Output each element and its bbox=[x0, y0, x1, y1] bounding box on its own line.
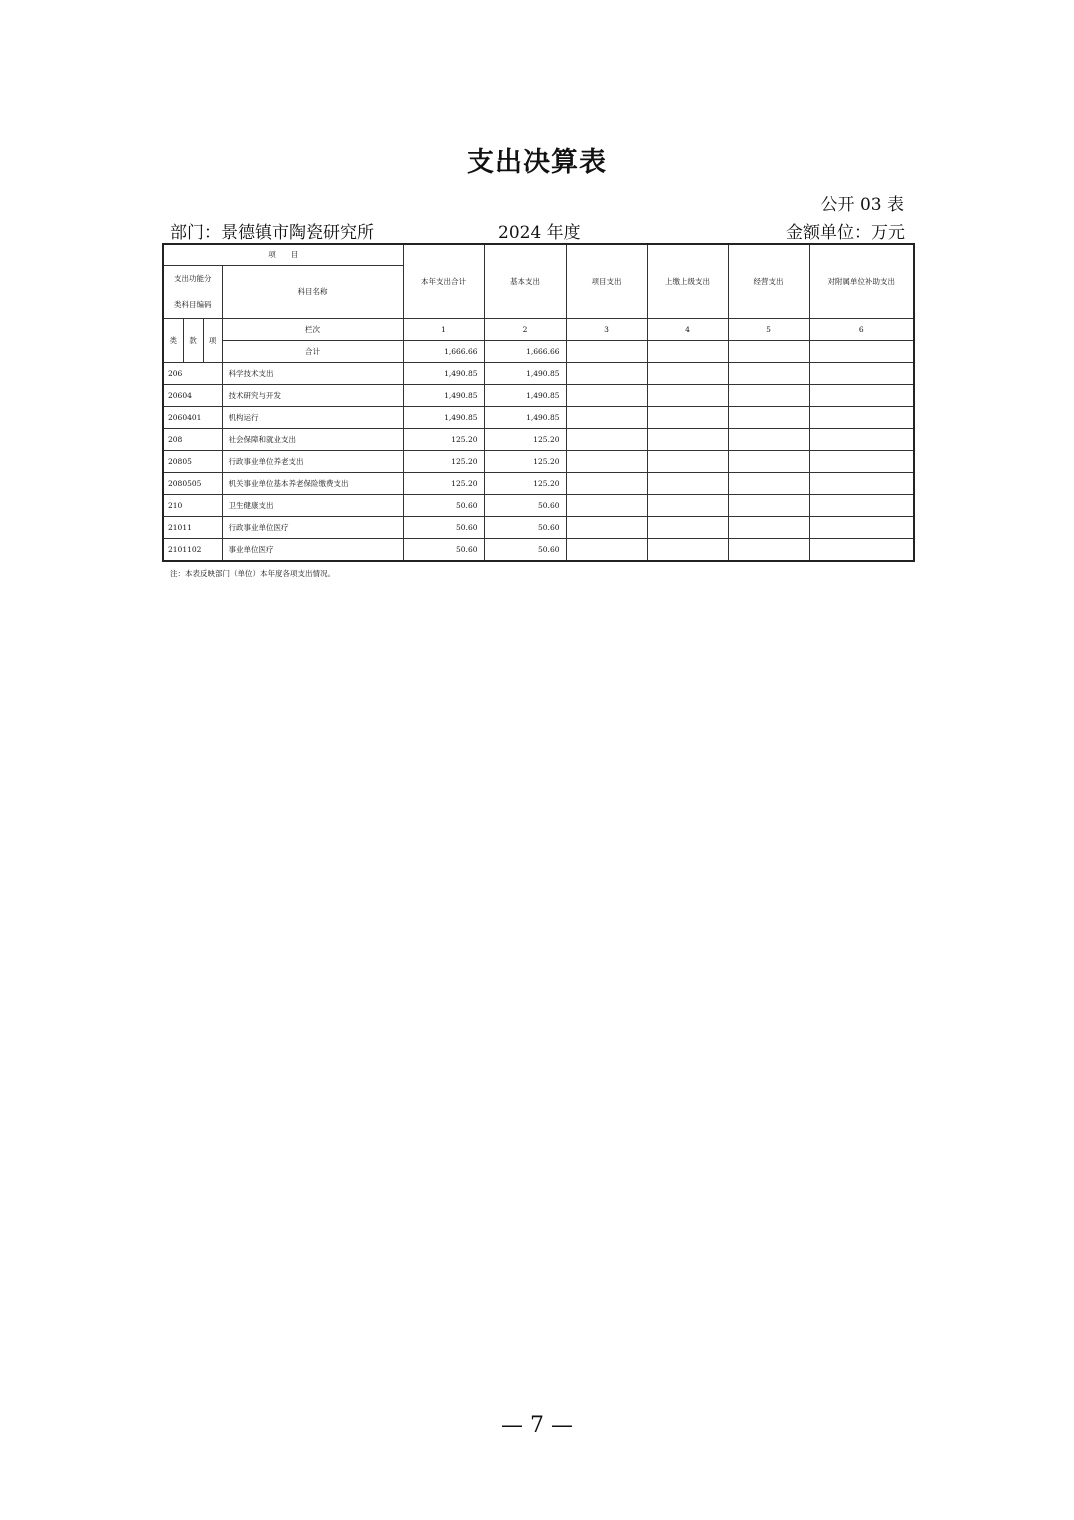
row-value-5 bbox=[728, 428, 809, 450]
row-code: 2060401 bbox=[163, 406, 222, 428]
row-value-6 bbox=[809, 384, 914, 406]
row-value-3 bbox=[566, 538, 647, 561]
row-code: 210 bbox=[163, 494, 222, 516]
row-value-1: 50.60 bbox=[403, 494, 484, 516]
header-col-2: 基本支出 bbox=[484, 244, 566, 318]
row-value-4 bbox=[647, 538, 728, 561]
row-value-3 bbox=[566, 428, 647, 450]
row-value-6 bbox=[809, 428, 914, 450]
expenditure-table bbox=[162, 243, 915, 562]
header-kuan: 款 bbox=[183, 318, 203, 362]
row-value-1: 1,490.85 bbox=[403, 362, 484, 384]
row-code: 2101102 bbox=[163, 538, 222, 561]
table-row bbox=[163, 406, 914, 428]
row-name: 机构运行 bbox=[222, 406, 403, 428]
page-number: — 7 — bbox=[501, 1413, 573, 1438]
total-value-4 bbox=[647, 340, 728, 362]
header-code-label bbox=[163, 265, 222, 318]
table-note: 注：本表反映部门（单位）本年度各项支出情况。 bbox=[170, 569, 335, 578]
row-value-1: 1,490.85 bbox=[403, 406, 484, 428]
row-value-3 bbox=[566, 406, 647, 428]
row-value-5 bbox=[728, 406, 809, 428]
row-name: 事业单位医疗 bbox=[222, 538, 403, 561]
row-value-2: 125.20 bbox=[484, 472, 566, 494]
fiscal-year: 2024 年度 bbox=[498, 223, 581, 243]
row-value-6 bbox=[809, 472, 914, 494]
total-label: 合计 bbox=[222, 340, 403, 362]
row-value-3 bbox=[566, 472, 647, 494]
table-row bbox=[163, 494, 914, 516]
row-value-5 bbox=[728, 516, 809, 538]
header-item: 项 目 bbox=[163, 244, 403, 265]
table-row bbox=[163, 384, 914, 406]
row-value-2: 1,490.85 bbox=[484, 384, 566, 406]
row-value-3 bbox=[566, 384, 647, 406]
amount-unit: 金额单位：万元 bbox=[786, 223, 905, 243]
table-number: 公开 03 表 bbox=[820, 195, 904, 215]
table-row bbox=[163, 362, 914, 384]
header-col-4: 上缴上级支出 bbox=[647, 244, 728, 318]
header-code-label-line1: 支出功能分 bbox=[174, 273, 212, 283]
row-value-3 bbox=[566, 494, 647, 516]
total-row bbox=[163, 340, 914, 362]
row-value-3 bbox=[566, 362, 647, 384]
row-code: 2080505 bbox=[163, 472, 222, 494]
row-value-6 bbox=[809, 494, 914, 516]
row-name: 行政事业单位医疗 bbox=[222, 516, 403, 538]
row-code: 20805 bbox=[163, 450, 222, 472]
column-num-4: 4 bbox=[647, 318, 728, 340]
column-num-6: 6 bbox=[809, 318, 914, 340]
row-value-4 bbox=[647, 494, 728, 516]
row-value-4 bbox=[647, 516, 728, 538]
row-name: 科学技术支出 bbox=[222, 362, 403, 384]
row-value-5 bbox=[728, 472, 809, 494]
row-value-1: 1,490.85 bbox=[403, 384, 484, 406]
table-row bbox=[163, 538, 914, 561]
row-code: 20604 bbox=[163, 384, 222, 406]
row-value-2: 125.20 bbox=[484, 428, 566, 450]
total-value-1: 1,666.66 bbox=[403, 340, 484, 362]
header-name-label: 科目名称 bbox=[222, 265, 403, 318]
header-col-5: 经营支出 bbox=[728, 244, 809, 318]
header-col-6: 对附属单位补助支出 bbox=[809, 244, 914, 318]
row-value-3 bbox=[566, 516, 647, 538]
row-value-5 bbox=[728, 384, 809, 406]
data-rows bbox=[163, 362, 914, 561]
row-value-6 bbox=[809, 406, 914, 428]
row-code: 208 bbox=[163, 428, 222, 450]
column-num-3: 3 bbox=[566, 318, 647, 340]
total-value-3 bbox=[566, 340, 647, 362]
row-value-1: 50.60 bbox=[403, 516, 484, 538]
row-value-6 bbox=[809, 538, 914, 561]
header-lei: 类 bbox=[163, 318, 183, 362]
total-value-2: 1,666.66 bbox=[484, 340, 566, 362]
row-code: 206 bbox=[163, 362, 222, 384]
header-column-label: 栏次 bbox=[222, 318, 403, 340]
row-value-5 bbox=[728, 450, 809, 472]
row-value-2: 50.60 bbox=[484, 538, 566, 561]
row-value-2: 50.60 bbox=[484, 516, 566, 538]
column-num-5: 5 bbox=[728, 318, 809, 340]
row-value-5 bbox=[728, 494, 809, 516]
table-row bbox=[163, 472, 914, 494]
row-value-6 bbox=[809, 450, 914, 472]
row-value-1: 125.20 bbox=[403, 472, 484, 494]
row-value-3 bbox=[566, 450, 647, 472]
department-label: 部门：景德镇市陶瓷研究所 bbox=[170, 223, 374, 243]
row-value-4 bbox=[647, 450, 728, 472]
row-value-6 bbox=[809, 362, 914, 384]
row-name: 机关事业单位基本养老保险缴费支出 bbox=[222, 472, 403, 494]
row-value-1: 125.20 bbox=[403, 450, 484, 472]
row-name: 社会保障和就业支出 bbox=[222, 428, 403, 450]
row-code: 21011 bbox=[163, 516, 222, 538]
table-row bbox=[163, 450, 914, 472]
meta-row bbox=[170, 218, 905, 242]
row-value-4 bbox=[647, 362, 728, 384]
header-col-1: 本年支出合计 bbox=[403, 244, 484, 318]
column-num-2: 2 bbox=[484, 318, 566, 340]
row-value-4 bbox=[647, 406, 728, 428]
column-num-1: 1 bbox=[403, 318, 484, 340]
row-value-2: 125.20 bbox=[484, 450, 566, 472]
page-title: 支出决算表 bbox=[467, 147, 607, 178]
header-xiang: 项 bbox=[203, 318, 222, 362]
row-value-5 bbox=[728, 538, 809, 561]
row-value-2: 1,490.85 bbox=[484, 362, 566, 384]
row-name: 技术研究与开发 bbox=[222, 384, 403, 406]
row-name: 卫生健康支出 bbox=[222, 494, 403, 516]
header-col-3: 项目支出 bbox=[566, 244, 647, 318]
row-name: 行政事业单位养老支出 bbox=[222, 450, 403, 472]
row-value-2: 1,490.85 bbox=[484, 406, 566, 428]
row-value-6 bbox=[809, 516, 914, 538]
total-value-6 bbox=[809, 340, 914, 362]
row-value-5 bbox=[728, 362, 809, 384]
row-value-4 bbox=[647, 428, 728, 450]
table-row bbox=[163, 516, 914, 538]
row-value-2: 50.60 bbox=[484, 494, 566, 516]
header-code-label-line2: 类科目编码 bbox=[174, 299, 212, 309]
row-value-4 bbox=[647, 384, 728, 406]
row-value-1: 125.20 bbox=[403, 428, 484, 450]
row-value-1: 50.60 bbox=[403, 538, 484, 561]
total-value-5 bbox=[728, 340, 809, 362]
table-row bbox=[163, 428, 914, 450]
row-value-4 bbox=[647, 472, 728, 494]
